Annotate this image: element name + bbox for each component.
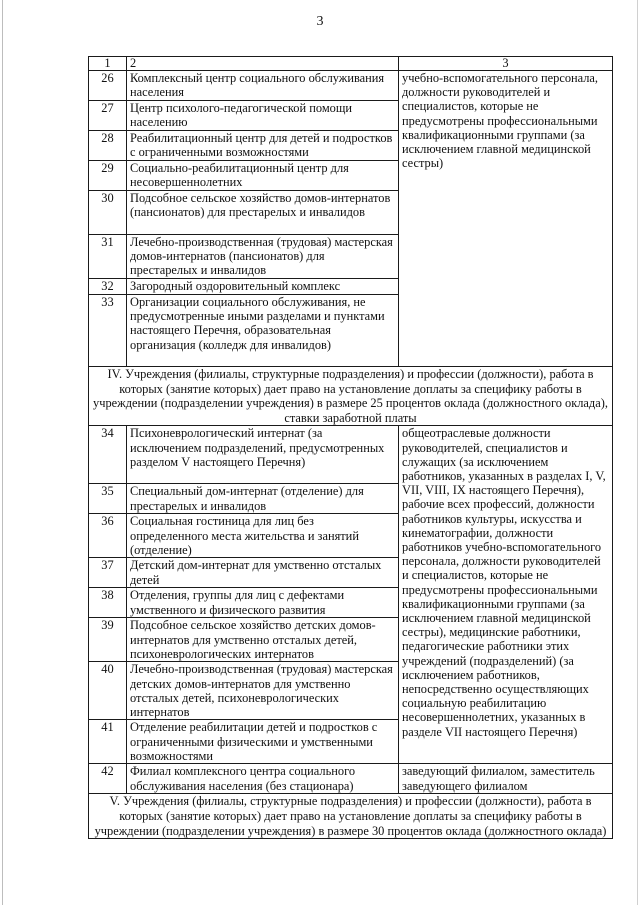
table-row [89, 764, 613, 794]
institution-name: Детский дом-интернат для умственно отсталых детей [127, 558, 399, 588]
institution-name: Отделения, группы для лиц с дефектами умственного и физического развития [127, 588, 399, 618]
institution-name: Загородный оздоровительный комплекс [127, 279, 399, 295]
header-col-3: 3 [399, 57, 613, 71]
page-number: 3 [316, 14, 324, 29]
table-row [89, 426, 613, 484]
institution-name: Реабилитационный центр для детей и подростков с ограниченными возможностями [127, 131, 399, 161]
institution-name: Лечебно-производственная (трудовая) мастерская домов-интернатов (пансионатов) для престарелых и инвалидов [127, 235, 399, 279]
institution-name: Социально-реабилитационный центр для несовершеннолетних [127, 161, 399, 191]
institution-name: Филиал комплексного центра социального обслуживания населения (без стационара) [127, 764, 399, 794]
row-number: 26 [89, 71, 127, 101]
table-row [89, 71, 613, 101]
allowance-table [88, 56, 613, 839]
row-number: 29 [89, 161, 127, 191]
institution-name: Специальный дом-интернат (отделение) для престарелых и инвалидов [127, 484, 399, 514]
institution-name: Центр психолого-педагогической помощи населению [127, 101, 399, 131]
section-4-heading: IV. Учреждения (филиалы, структурные подразделения) и профессии (должности), работа в которых (занятие которых) дает право на установление доплаты за специфику работы в учреждении (подразделении учреждения) в размере 25 процентов оклада (должностного оклада), ставки заработной платы [89, 367, 613, 426]
positions-description: учебно-вспомогательного персонала, должности руководителей и специалистов, которые не предусмотрены профессиональными квалификационными группами (за исключением главной медицинской сестры) [399, 71, 613, 367]
row-number: 28 [89, 131, 127, 161]
row-number: 37 [89, 558, 127, 588]
row-number: 27 [89, 101, 127, 131]
institution-name: Организации социального обслуживания, не предусмотренные иными разделами и пунктами настоящего Перечня, образовательная организация (колледж для инвалидов) [127, 295, 399, 367]
institution-name: Подсобное сельское хозяйство детских домов-интернатов для умственно отсталых детей, психоневрологических интернатов [127, 618, 399, 662]
positions-description: общеотраслевые должности руководителей, специалистов и служащих (за исключением работников, указанных в разделах I, V, VII, VIII, IX настоящего Перечня), рабочие всех профессий, должности работников культуры, искусства и кинематографии, должности работников учебно-вспомогательного персонала, должности руководителей и специалистов, которые не предусмотрены профессиональными квалификационными группами (за исключением главной медицинской сестры), медицинские работники, педагогические работники этих учреждений (подразделений) (за исключением работников, непосредственно осуществляющих социальную реабилитацию несовершеннолетних, указанных в разделе VII настоящего Перечня) [399, 426, 613, 764]
row-number: 39 [89, 618, 127, 662]
positions-description: заведующий филиалом, заместитель заведующего филиалом [399, 764, 613, 794]
section-5-heading: V. Учреждения (филиалы, структурные подразделения) и профессии (должности), работа в которых (занятие которых) дает право на установление доплаты за специфику работы в учреждении (подразделении учреждения) в размере 30 процентов оклада (должностного оклада) [89, 794, 613, 839]
row-number: 35 [89, 484, 127, 514]
scan-edge-right [637, 0, 638, 905]
row-number: 34 [89, 426, 127, 484]
row-number: 40 [89, 662, 127, 720]
header-col-1: 1 [89, 57, 127, 71]
scan-edge-left [2, 0, 3, 905]
section-heading-row [89, 367, 613, 426]
institution-name: Комплексный центр социального обслуживания населения [127, 71, 399, 101]
institution-name: Психоневрологический интернат (за исключением подразделений, предусмотренных разделом V настоящего Перечня) [127, 426, 399, 484]
section-heading-row [89, 794, 613, 839]
row-number: 32 [89, 279, 127, 295]
row-number: 36 [89, 514, 127, 558]
institution-name: Подсобное сельское хозяйство домов-интернатов (пансионатов) для престарелых и инвалидов [127, 191, 399, 235]
row-number: 38 [89, 588, 127, 618]
institution-name: Социальная гостиница для лиц без определенного места жительства и занятий (отделение) [127, 514, 399, 558]
row-number: 41 [89, 720, 127, 764]
institution-name: Лечебно-производственная (трудовая) мастерская детских домов-интернатов для умственно отсталых детей, психоневрологических интернатов [127, 662, 399, 720]
row-number: 42 [89, 764, 127, 794]
row-number: 30 [89, 191, 127, 235]
table-header-row [89, 57, 613, 71]
row-number: 31 [89, 235, 127, 279]
institution-name: Отделение реабилитации детей и подростков с ограниченными физическими и умственными возможностями [127, 720, 399, 764]
header-col-2: 2 [127, 57, 399, 71]
row-number: 33 [89, 295, 127, 367]
